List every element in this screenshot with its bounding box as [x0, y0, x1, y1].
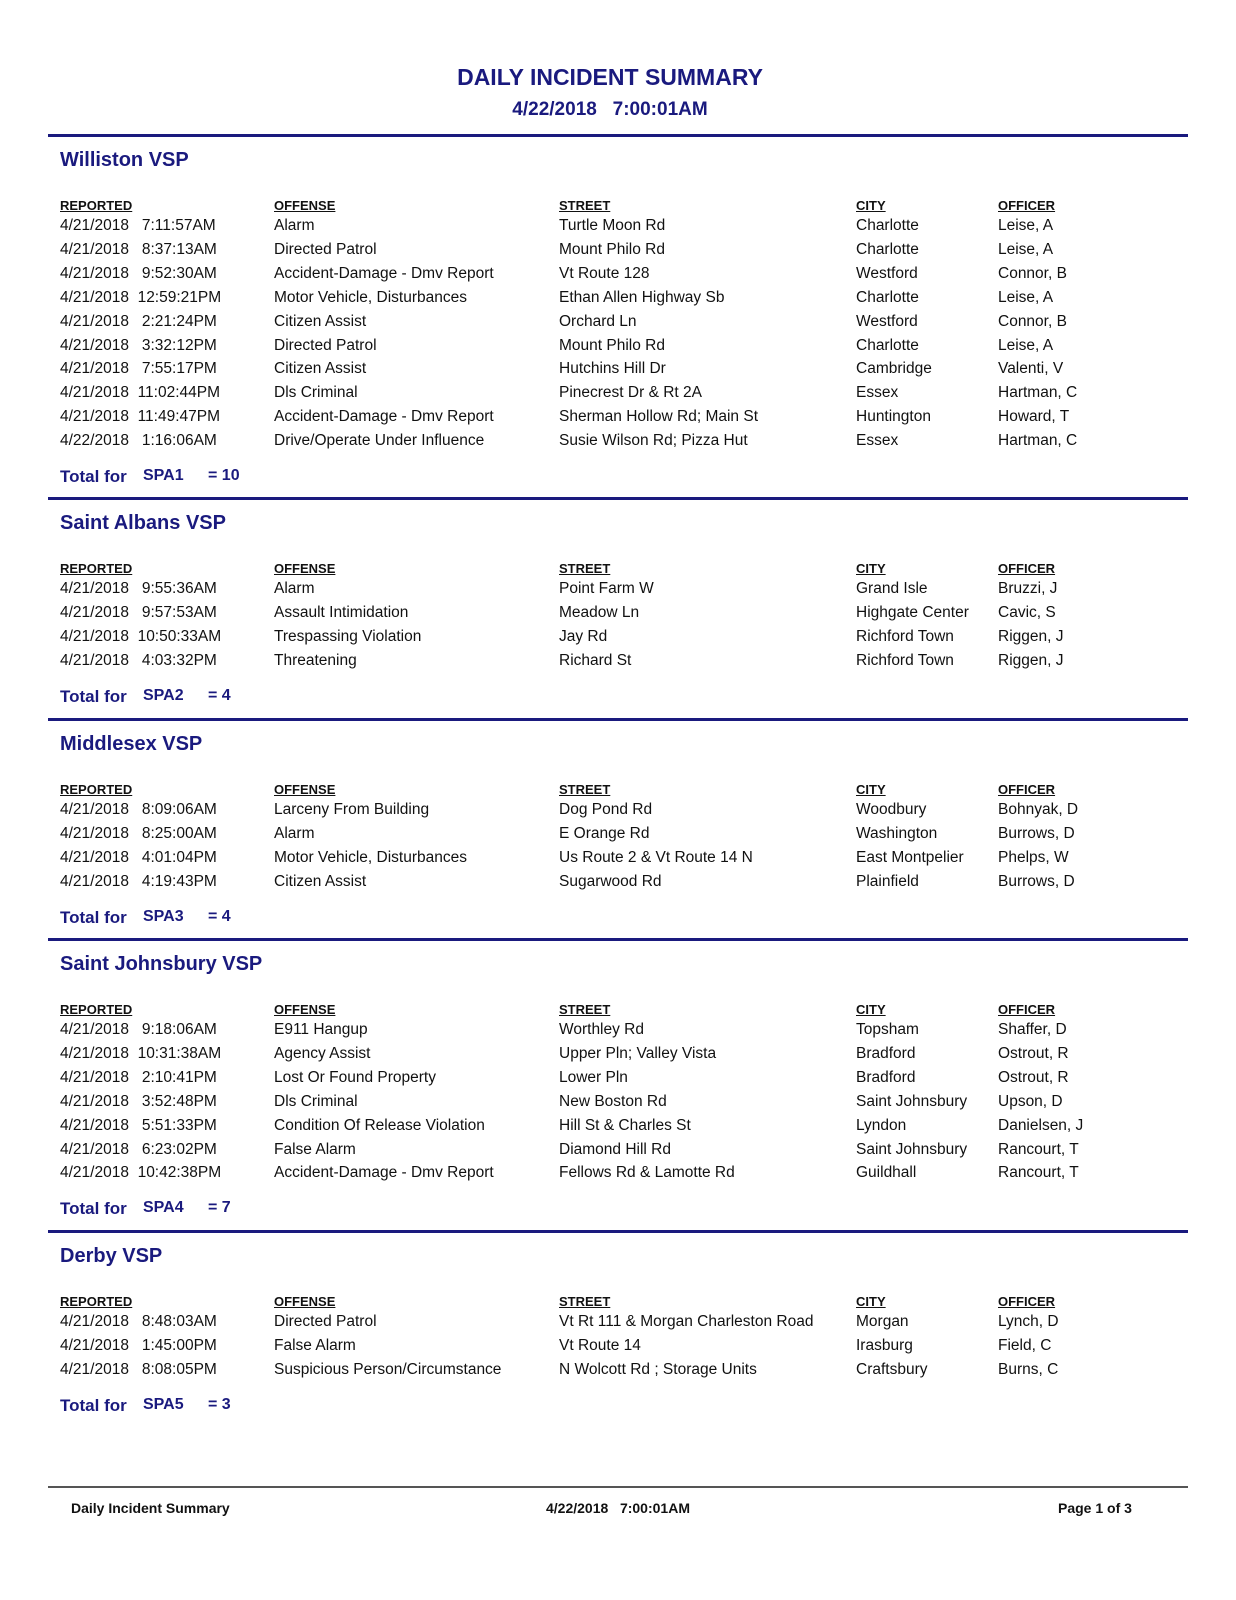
street-cell: Susie Wilson Rd; Pizza Hut: [559, 432, 748, 450]
incident-row: [60, 1117, 1180, 1141]
officer-cell: Phelps, W: [998, 848, 1069, 866]
reported-cell: 4/21/2018 9:18:06AM: [60, 1021, 217, 1038]
incident-row: [60, 604, 1180, 628]
incident-row: [60, 1313, 1180, 1337]
incident-row: [60, 337, 1180, 361]
officer-cell: Shaffer, D: [998, 1021, 1067, 1038]
officer-cell: Connor, B: [998, 312, 1067, 330]
footer-report-name: Daily Incident Summary: [71, 1500, 230, 1516]
column-header-offense: OFFENSE: [274, 782, 336, 797]
total-label: Total for: [60, 907, 127, 927]
incident-row: [60, 1361, 1180, 1385]
city-cell: Essex: [856, 384, 899, 402]
reported-cell: 4/21/2018 4:19:43PM: [60, 872, 217, 890]
officer-cell: Lynch, D: [998, 1313, 1059, 1330]
city-cell: Charlotte: [856, 240, 919, 258]
column-header-city: CITY: [856, 561, 886, 576]
column-header-city: CITY: [856, 198, 886, 213]
city-cell: Charlotte: [856, 217, 919, 234]
section-3: [48, 938, 1188, 1219]
total-label: Total for: [60, 686, 127, 706]
incident-row: [60, 1069, 1180, 1093]
reported-cell: 4/21/2018 1:45:00PM: [60, 1336, 217, 1354]
reported-cell: 4/22/2018 1:16:06AM: [60, 432, 217, 450]
officer-cell: Valenti, V: [998, 360, 1064, 378]
street-cell: E Orange Rd: [559, 824, 650, 842]
incident-row: [60, 628, 1180, 652]
reported-cell: 4/21/2018 7:55:17PM: [60, 360, 217, 378]
city-cell: Cambridge: [856, 360, 932, 378]
officer-cell: Cavic, S: [998, 603, 1056, 621]
city-cell: Westford: [856, 264, 918, 282]
total-code: SPA2: [143, 686, 184, 704]
offense-cell: Drive/Operate Under Influence: [274, 432, 485, 450]
column-header-street: STREET: [559, 782, 611, 797]
reported-cell: 4/21/2018 4:01:04PM: [60, 848, 217, 866]
city-cell: Huntington: [856, 408, 931, 426]
street-cell: Pinecrest Dr & Rt 2A: [559, 384, 702, 402]
city-cell: Charlotte: [856, 288, 919, 306]
section-title: Williston VSP: [60, 149, 189, 171]
offense-cell: Motor Vehicle, Disturbances: [274, 848, 467, 866]
section-0: [48, 134, 1188, 486]
section-divider: [48, 1230, 1188, 1233]
incident-row: [60, 1021, 1180, 1045]
footer-divider: [48, 1486, 1188, 1488]
column-header-city: CITY: [856, 1002, 886, 1017]
street-cell: Meadow Ln: [559, 603, 640, 621]
reported-cell: 4/21/2018 11:49:47PM: [60, 408, 221, 426]
total-label: Total for: [60, 1199, 127, 1219]
section-title: Saint Johnsbury VSP: [60, 953, 263, 975]
offense-cell: Accident-Damage - Dmv Report: [274, 408, 494, 426]
offense-cell: Alarm: [274, 824, 315, 842]
city-cell: Woodbury: [856, 801, 927, 818]
officer-cell: Burrows, D: [998, 872, 1075, 890]
section-divider: [48, 938, 1188, 941]
street-cell: Mount Philo Rd: [559, 240, 665, 258]
total-code: SPA4: [143, 1199, 184, 1217]
reported-cell: 4/21/2018 9:57:53AM: [60, 603, 217, 621]
incident-row: [60, 801, 1180, 825]
officer-cell: Riggen, J: [998, 651, 1064, 669]
officer-cell: Connor, B: [998, 264, 1067, 282]
column-header-officer: OFFICER: [998, 1002, 1056, 1017]
reported-cell: 4/21/2018 10:31:38AM: [60, 1044, 222, 1062]
city-cell: Plainfield: [856, 872, 919, 890]
officer-cell: Danielsen, J: [998, 1116, 1084, 1134]
reported-cell: 4/21/2018 7:11:57AM: [60, 217, 216, 234]
incident-row: [60, 1093, 1180, 1117]
city-cell: East Montpelier: [856, 848, 964, 866]
column-header-street: STREET: [559, 1294, 611, 1309]
offense-cell: Dls Criminal: [274, 1092, 358, 1110]
street-cell: Fellows Rd & Lamotte Rd: [559, 1164, 735, 1182]
reported-cell: 4/21/2018 9:55:36AM: [60, 580, 217, 597]
officer-cell: Ostrout, R: [998, 1068, 1069, 1086]
incident-row: [60, 825, 1180, 849]
reported-cell: 4/21/2018 12:59:21PM: [60, 288, 222, 306]
footer-datetime: 4/22/2018 7:00:01AM: [546, 1500, 690, 1516]
street-cell: Vt Route 128: [559, 264, 650, 282]
offense-cell: Citizen Assist: [274, 360, 367, 378]
offense-cell: Accident-Damage - Dmv Report: [274, 264, 494, 282]
street-cell: Sherman Hollow Rd; Main St: [559, 408, 758, 426]
incident-row: [60, 849, 1180, 873]
incident-row: [60, 1141, 1180, 1165]
column-header-officer: OFFICER: [998, 198, 1056, 213]
city-cell: Saint Johnsbury: [856, 1092, 968, 1110]
section-1: [48, 497, 1188, 706]
reported-cell: 4/21/2018 3:32:12PM: [60, 336, 217, 354]
city-cell: Westford: [856, 312, 918, 330]
column-header-reported: REPORTED: [60, 561, 133, 576]
reported-cell: 4/21/2018 8:37:13AM: [60, 240, 217, 258]
column-header-offense: OFFENSE: [274, 1002, 336, 1017]
city-cell: Topsham: [856, 1021, 919, 1038]
total-code: SPA3: [143, 907, 184, 925]
column-header-reported: REPORTED: [60, 1002, 133, 1017]
incident-row: [60, 432, 1180, 456]
offense-cell: False Alarm: [274, 1140, 356, 1158]
offense-cell: Alarm: [274, 217, 315, 234]
total-code: SPA5: [143, 1395, 184, 1413]
reported-cell: 4/21/2018 10:50:33AM: [60, 627, 222, 645]
reported-cell: 4/21/2018 3:52:48PM: [60, 1092, 217, 1110]
city-cell: Bradford: [856, 1044, 916, 1062]
city-cell: Highgate Center: [856, 603, 969, 621]
street-cell: Richard St: [559, 651, 632, 669]
officer-cell: Hartman, C: [998, 384, 1078, 402]
reported-cell: 4/21/2018 6:23:02PM: [60, 1140, 217, 1158]
city-cell: Richford Town: [856, 651, 954, 669]
incident-row: [60, 652, 1180, 676]
column-header-officer: OFFICER: [998, 1294, 1056, 1309]
column-header-officer: OFFICER: [998, 561, 1056, 576]
street-cell: Sugarwood Rd: [559, 872, 662, 890]
offense-cell: Directed Patrol: [274, 336, 377, 354]
section-divider: [48, 718, 1188, 721]
street-cell: Mount Philo Rd: [559, 336, 665, 354]
offense-cell: Trespassing Violation: [274, 627, 422, 645]
reported-cell: 4/21/2018 9:52:30AM: [60, 264, 217, 282]
city-cell: Guildhall: [856, 1164, 917, 1182]
street-cell: Ethan Allen Highway Sb: [559, 288, 725, 306]
section-4: [48, 1230, 1188, 1415]
section-title: Saint Albans VSP: [60, 512, 226, 534]
street-cell: Worthley Rd: [559, 1021, 644, 1038]
incident-row: [60, 580, 1180, 604]
offense-cell: Threatening: [274, 651, 357, 669]
section-divider: [48, 134, 1188, 137]
street-cell: Hutchins Hill Dr: [559, 360, 666, 378]
total-count: = 4: [208, 907, 231, 925]
incident-row: [60, 873, 1180, 897]
total-count: = 10: [208, 467, 240, 484]
city-cell: Essex: [856, 432, 899, 450]
reported-cell: 4/21/2018 2:21:24PM: [60, 312, 217, 330]
reported-cell: 4/21/2018 8:25:00AM: [60, 824, 217, 842]
street-cell: Turtle Moon Rd: [559, 217, 666, 234]
street-cell: Hill St & Charles St: [559, 1116, 691, 1134]
officer-cell: Bruzzi, J: [998, 580, 1058, 597]
officer-cell: Leise, A: [998, 336, 1054, 354]
incident-row: [60, 1337, 1180, 1361]
offense-cell: Agency Assist: [274, 1044, 371, 1062]
offense-cell: Condition Of Release Violation: [274, 1116, 485, 1134]
total-label: Total for: [60, 1395, 127, 1415]
offense-cell: E911 Hangup: [274, 1021, 368, 1038]
column-header-street: STREET: [559, 561, 611, 576]
street-cell: New Boston Rd: [559, 1092, 667, 1110]
incident-row: [60, 384, 1180, 408]
city-cell: Morgan: [856, 1313, 909, 1330]
offense-cell: Dls Criminal: [274, 384, 358, 402]
total-code: SPA1: [143, 467, 184, 484]
column-header-street: STREET: [559, 1002, 611, 1017]
offense-cell: Suspicious Person/Circumstance: [274, 1360, 502, 1378]
street-cell: N Wolcott Rd ; Storage Units: [559, 1360, 757, 1378]
officer-cell: Leise, A: [998, 240, 1054, 258]
reported-cell: 4/21/2018 8:08:05PM: [60, 1360, 217, 1378]
street-cell: Jay Rd: [559, 627, 608, 645]
officer-cell: Howard, T: [998, 408, 1070, 426]
total-label: Total for: [60, 467, 127, 486]
report-datetime: 4/22/2018 7:00:01AM: [512, 99, 708, 120]
street-cell: Vt Rt 111 & Morgan Charleston Road: [559, 1313, 814, 1330]
offense-cell: Lost Or Found Property: [274, 1068, 436, 1086]
incident-row: [60, 289, 1180, 313]
column-header-offense: OFFENSE: [274, 1294, 336, 1309]
officer-cell: Burrows, D: [998, 824, 1075, 842]
incident-row: [60, 408, 1180, 432]
reported-cell: 4/21/2018 2:10:41PM: [60, 1068, 217, 1086]
street-cell: Lower Pln: [559, 1068, 628, 1086]
report-title: DAILY INCIDENT SUMMARY: [457, 64, 763, 90]
total-count: = 3: [208, 1395, 231, 1413]
incident-row: [60, 1164, 1180, 1188]
column-header-reported: REPORTED: [60, 198, 133, 213]
street-cell: Diamond Hill Rd: [559, 1140, 671, 1158]
section-divider: [48, 497, 1188, 500]
city-cell: Bradford: [856, 1068, 916, 1086]
column-header-city: CITY: [856, 782, 886, 797]
officer-cell: Rancourt, T: [998, 1164, 1079, 1182]
total-count: = 4: [208, 686, 231, 704]
city-cell: Lyndon: [856, 1116, 907, 1134]
incident-row: [60, 241, 1180, 265]
officer-cell: Leise, A: [998, 288, 1054, 306]
column-header-city: CITY: [856, 1294, 886, 1309]
offense-cell: Larceny From Building: [274, 801, 430, 818]
officer-cell: Hartman, C: [998, 432, 1078, 450]
column-header-offense: OFFENSE: [274, 561, 336, 576]
officer-cell: Bohnyak, D: [998, 801, 1079, 818]
street-cell: Upper Pln; Valley Vista: [559, 1044, 717, 1062]
street-cell: Vt Route 14: [559, 1336, 641, 1354]
officer-cell: Rancourt, T: [998, 1140, 1079, 1158]
incident-row: [60, 313, 1180, 337]
reported-cell: 4/21/2018 11:02:44PM: [60, 384, 221, 402]
offense-cell: Motor Vehicle, Disturbances: [274, 288, 467, 306]
officer-cell: Ostrout, R: [998, 1044, 1069, 1062]
reported-cell: 4/21/2018 8:48:03AM: [60, 1313, 217, 1330]
officer-cell: Burns, C: [998, 1360, 1059, 1378]
incident-row: [60, 265, 1180, 289]
footer-page-number: Page 1 of 3: [1058, 1500, 1132, 1516]
total-count: = 7: [208, 1199, 231, 1217]
section-title: Derby VSP: [60, 1245, 163, 1267]
offense-cell: Alarm: [274, 580, 315, 597]
section-title: Middlesex VSP: [60, 733, 203, 755]
column-header-reported: REPORTED: [60, 782, 133, 797]
column-header-offense: OFFENSE: [274, 198, 336, 213]
offense-cell: False Alarm: [274, 1336, 356, 1354]
offense-cell: Directed Patrol: [274, 1313, 377, 1330]
street-cell: Orchard Ln: [559, 312, 637, 330]
city-cell: Richford Town: [856, 627, 954, 645]
column-header-street: STREET: [559, 198, 611, 213]
city-cell: Grand Isle: [856, 580, 928, 597]
section-2: [48, 718, 1188, 927]
column-header-officer: OFFICER: [998, 782, 1056, 797]
offense-cell: Assault Intimidation: [274, 603, 409, 621]
reported-cell: 4/21/2018 10:42:38PM: [60, 1164, 222, 1182]
offense-cell: Accident-Damage - Dmv Report: [274, 1164, 494, 1182]
offense-cell: Directed Patrol: [274, 240, 377, 258]
incident-row: [60, 217, 1180, 241]
street-cell: Dog Pond Rd: [559, 801, 653, 818]
incident-row: [60, 1045, 1180, 1069]
incident-row: [60, 360, 1180, 384]
officer-cell: Field, C: [998, 1336, 1052, 1354]
officer-cell: Riggen, J: [998, 627, 1064, 645]
street-cell: Point Farm W: [559, 580, 654, 597]
officer-cell: Leise, A: [998, 217, 1054, 234]
reported-cell: 4/21/2018 8:09:06AM: [60, 801, 217, 818]
offense-cell: Citizen Assist: [274, 312, 367, 330]
column-header-reported: REPORTED: [60, 1294, 133, 1309]
street-cell: Us Route 2 & Vt Route 14 N: [559, 848, 753, 866]
city-cell: Washington: [856, 824, 938, 842]
reported-cell: 4/21/2018 4:03:32PM: [60, 651, 217, 669]
offense-cell: Citizen Assist: [274, 872, 367, 890]
city-cell: Irasburg: [856, 1336, 913, 1354]
officer-cell: Upson, D: [998, 1092, 1063, 1110]
city-cell: Craftsbury: [856, 1360, 928, 1378]
reported-cell: 4/21/2018 5:51:33PM: [60, 1116, 217, 1134]
city-cell: Saint Johnsbury: [856, 1140, 968, 1158]
city-cell: Charlotte: [856, 336, 919, 354]
